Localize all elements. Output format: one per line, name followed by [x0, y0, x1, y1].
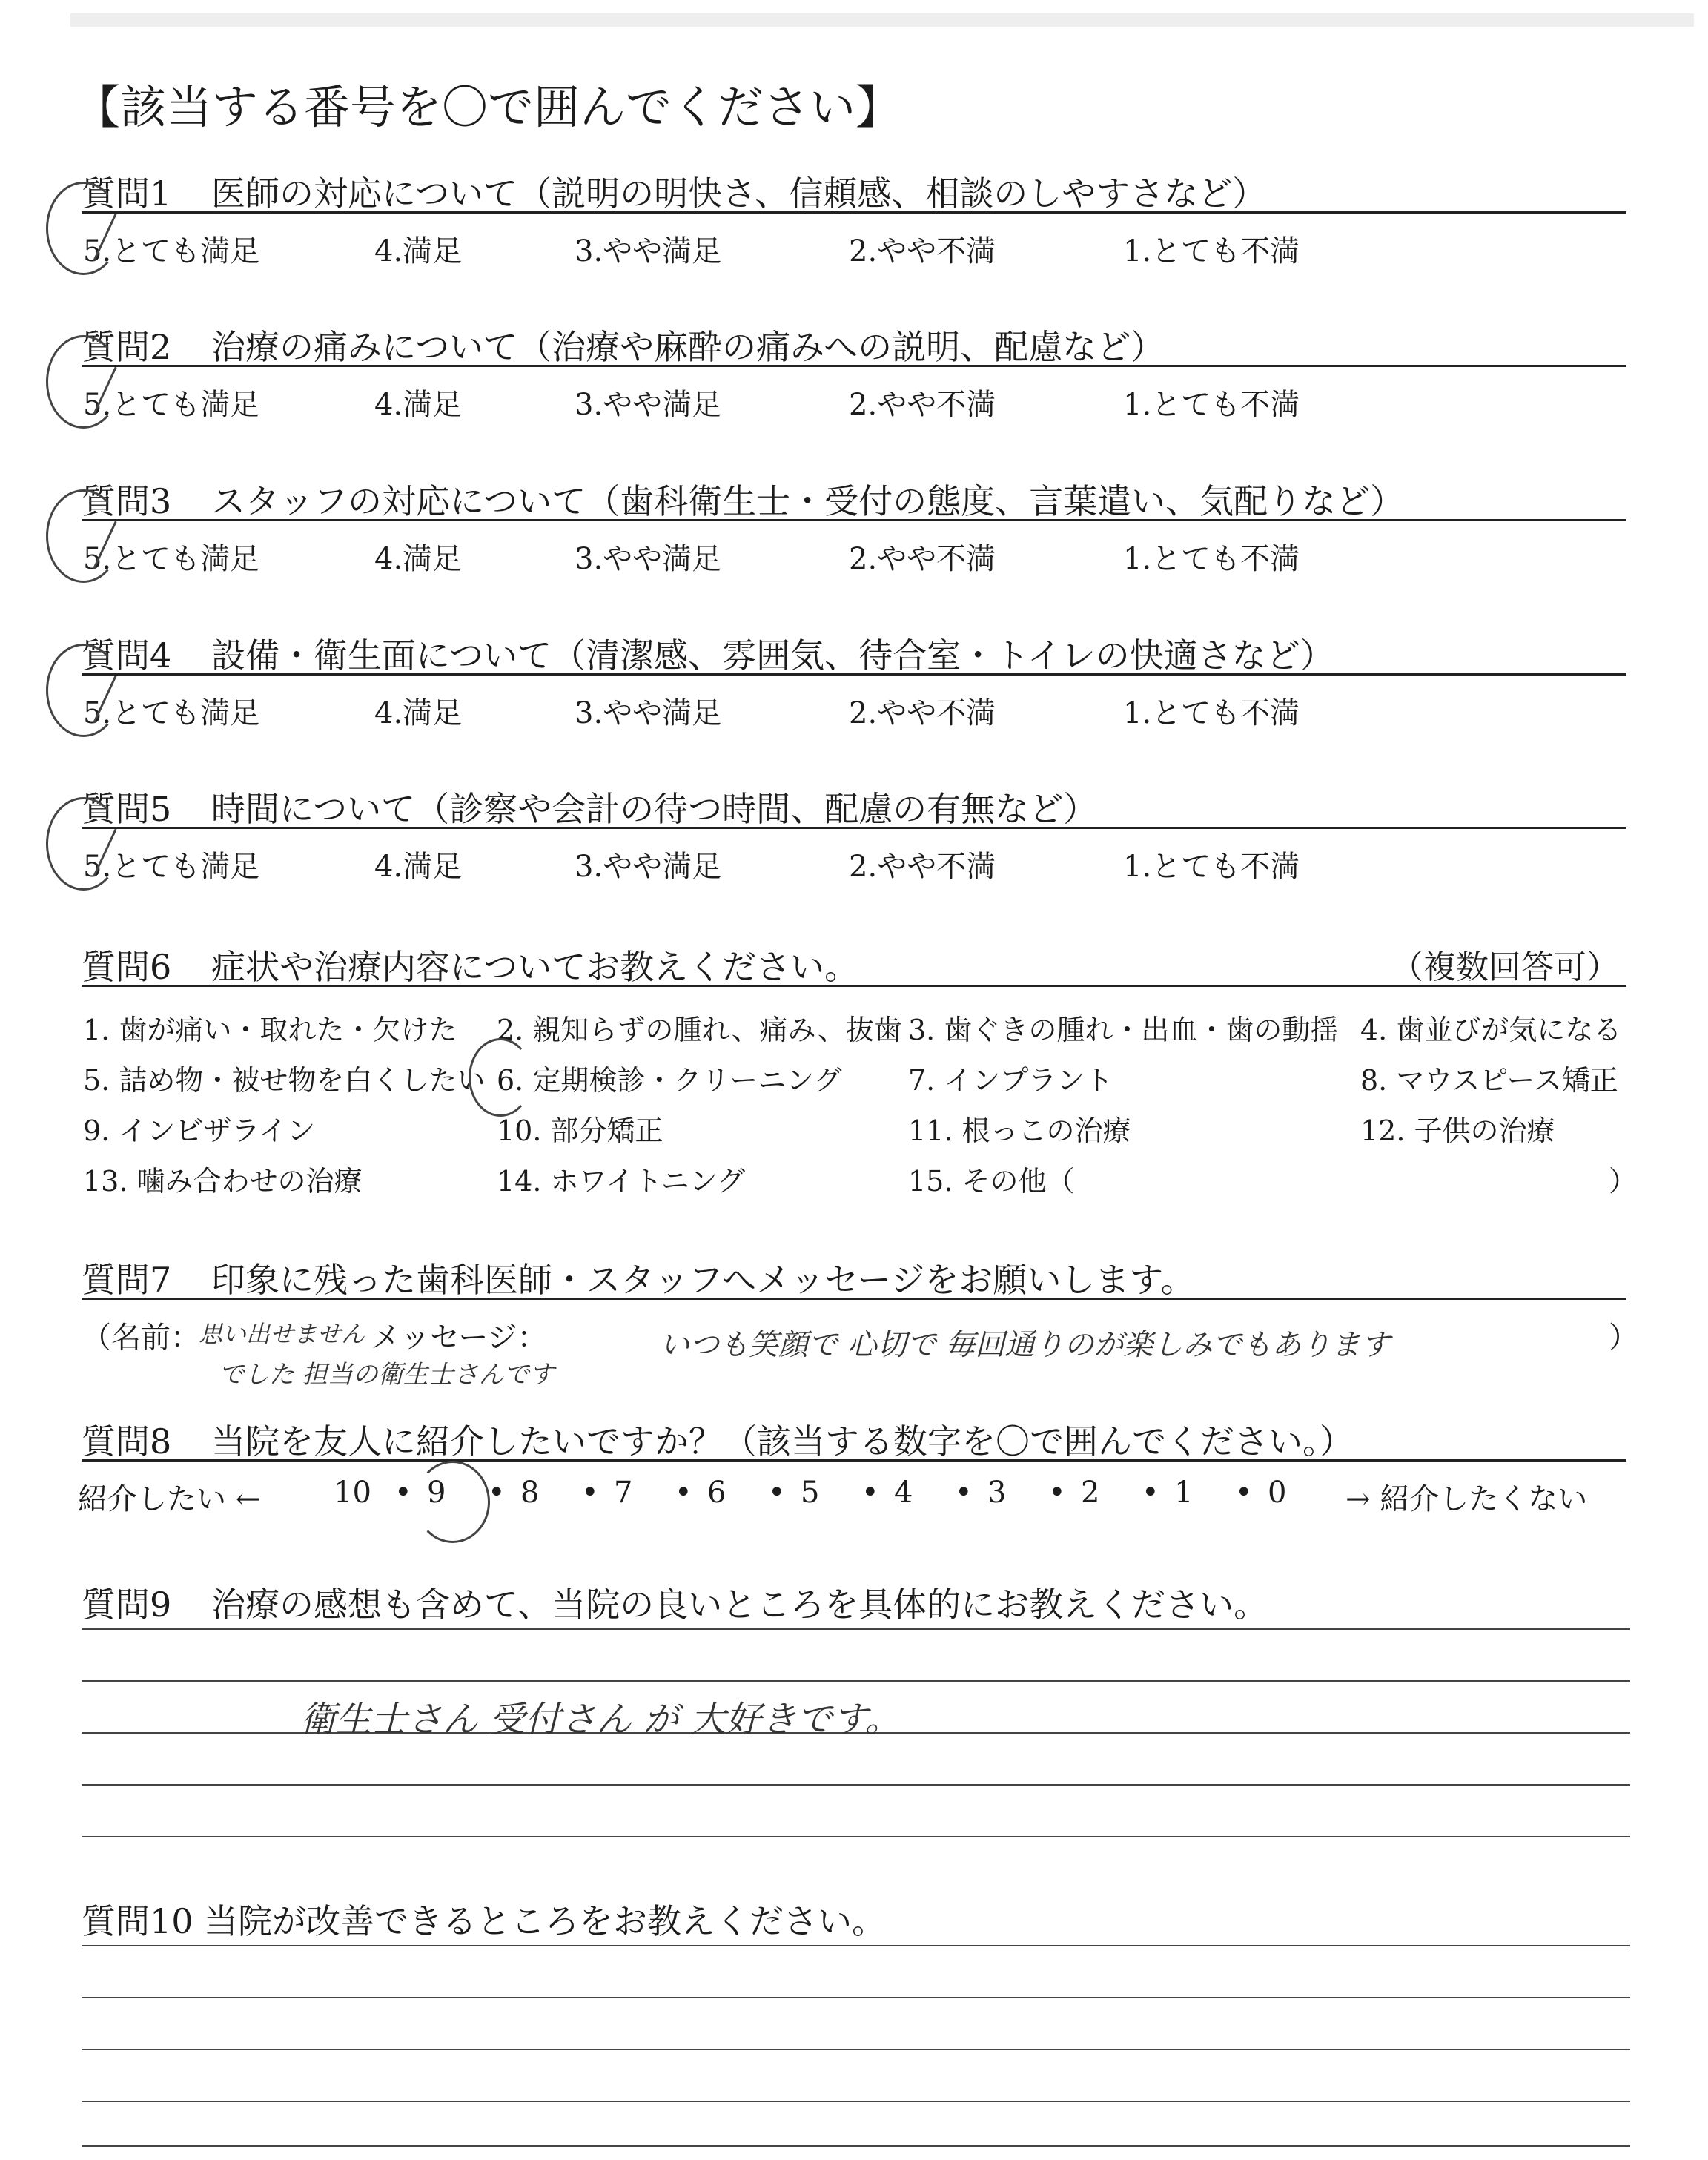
writing-line [82, 2049, 1630, 2050]
underline [82, 985, 1626, 987]
scale-value[interactable]: 0 [1268, 1476, 1287, 1510]
symptom-option[interactable]: 9. インビザライン [83, 1114, 316, 1147]
rating-option[interactable]: 4.満足 [374, 234, 463, 268]
question-number: 質問10 [82, 1901, 193, 1941]
question-text: 医師の対応について（説明の明快さ、信頼感、相談のしやすさなど） [211, 174, 1267, 214]
rating-option[interactable]: 1.とても不満 [1123, 850, 1300, 884]
scale-value[interactable]: 7 [614, 1476, 633, 1510]
question-4 [0, 629, 1708, 740]
symptom-option[interactable]: 6. 定期検診・クリーニング [497, 1064, 842, 1097]
symptom-option[interactable]: 15. その他（ [908, 1165, 1075, 1198]
rating-option[interactable]: 5.とても満足 [83, 850, 260, 884]
selection-circle-mark [415, 1461, 490, 1543]
rating-option[interactable]: 1.とても不満 [1123, 388, 1300, 422]
question-5 [0, 782, 1708, 894]
rating-option[interactable]: 4.満足 [374, 696, 463, 730]
scale-value[interactable]: 9 [427, 1476, 446, 1510]
scale-left-label: 紹介したい ← [78, 1482, 261, 1516]
underline [82, 1459, 1626, 1462]
writing-line [82, 1997, 1630, 1998]
scale-separator: • [955, 1476, 973, 1510]
scan-edge [70, 13, 1694, 27]
question-number: 質問2 [82, 327, 172, 367]
writing-line [82, 1784, 1630, 1786]
question-1 [0, 167, 1708, 278]
question-text: 治療の感想も含めて、当院の良いところを具体的にお教えください。 [211, 1585, 1268, 1625]
scale-separator: • [675, 1476, 692, 1510]
underline [82, 519, 1626, 521]
question-number: 質問3 [82, 481, 172, 521]
question-text: 症状や治療内容についてお教えください。 [211, 947, 859, 987]
selection-circle-mark [469, 1038, 532, 1117]
scale-separator: • [394, 1476, 412, 1510]
rating-option[interactable]: 3.やや満足 [575, 388, 722, 422]
symptom-option[interactable]: 10. 部分矯正 [497, 1114, 663, 1147]
question-number: 質問8 [82, 1421, 172, 1462]
symptom-option[interactable]: ） [1609, 1165, 1638, 1198]
underline [82, 211, 1626, 214]
scale-separator: • [1235, 1476, 1253, 1510]
rating-option[interactable]: 3.やや満足 [575, 234, 722, 268]
underline [82, 673, 1626, 676]
symptom-option[interactable]: 5. 詰め物・被せ物を白くしたい [83, 1064, 486, 1097]
scale-value[interactable]: 6 [707, 1476, 726, 1510]
underline [82, 365, 1626, 367]
rating-option[interactable]: 5.とても満足 [83, 542, 260, 576]
symptom-option[interactable]: 12. 子供の治療 [1360, 1114, 1555, 1147]
symptom-option[interactable]: 13. 噛み合わせの治療 [83, 1165, 363, 1198]
scale-right-label: → 紹介したくない [1345, 1482, 1588, 1516]
symptom-option[interactable]: 11. 根っこの治療 [908, 1114, 1131, 1147]
symptom-option[interactable]: 1. 歯が痛い・取れた・欠けた [83, 1014, 457, 1046]
question-text: 当院を友人に紹介したいですか？（該当する数字を〇で囲んでください。） [211, 1421, 1354, 1462]
page-title: 【該当する番号を〇で囲んでください】 [74, 80, 902, 134]
handwritten-answer: 衛生士さん 受付さん が 大好きです。 [300, 1699, 901, 1740]
question-3 [0, 475, 1708, 586]
scale-separator: • [768, 1476, 786, 1510]
question-6 [0, 940, 1708, 1222]
scale-value[interactable]: 4 [894, 1476, 913, 1510]
symptom-option[interactable]: 8. マウスピース矯正 [1360, 1064, 1618, 1097]
underline [82, 1298, 1626, 1300]
rating-option[interactable]: 1.とても不満 [1123, 542, 1300, 576]
symptom-option[interactable]: 4. 歯並びが気になる [1360, 1014, 1622, 1046]
rating-option[interactable]: 5.とても満足 [83, 388, 260, 422]
rating-option[interactable]: 1.とても不満 [1123, 234, 1300, 268]
handwritten-name-2: でした 担当の衛生士さんです [219, 1360, 555, 1390]
scale-separator: • [861, 1476, 879, 1510]
rating-option[interactable]: 2.やや不満 [849, 388, 996, 422]
scale-separator: • [488, 1476, 506, 1510]
scale-value[interactable]: 2 [1081, 1476, 1100, 1510]
question-8 [0, 1415, 1708, 1526]
question-text: 設備・衛生面について（清潔感、雰囲気、待合室・トイレの快適さなど） [211, 635, 1334, 676]
question-text: 当院が改善できるところをお教えください。 [204, 1901, 886, 1941]
close-paren: ） [1609, 1321, 1638, 1355]
question-number: 質問9 [82, 1585, 172, 1625]
symptom-option[interactable]: 3. 歯ぐきの腫れ・出血・歯の動揺 [908, 1014, 1339, 1046]
rating-option[interactable]: 4.満足 [374, 388, 463, 422]
question-text: 印象に残った歯科医師・スタッフへメッセージをお願いします。 [211, 1260, 1195, 1300]
rating-option[interactable]: 5.とても満足 [83, 696, 260, 730]
rating-option[interactable]: 3.やや満足 [575, 850, 722, 884]
writing-line [82, 1628, 1630, 1630]
question-10 [0, 1895, 1708, 2147]
question-number: 質問4 [82, 635, 172, 676]
question-text: 治療の痛みについて（治療や麻酔の痛みへの説明、配慮など） [211, 327, 1165, 367]
rating-option[interactable]: 3.やや満足 [575, 542, 722, 576]
scale-value[interactable]: 1 [1174, 1476, 1194, 1510]
question-2 [0, 320, 1708, 432]
question-number: 質問5 [82, 789, 172, 829]
question-9 [0, 1578, 1708, 1845]
writing-line [82, 1945, 1630, 1946]
rating-option[interactable]: 4.満足 [374, 542, 463, 576]
writing-line [82, 2101, 1630, 2102]
rating-option[interactable]: 2.やや不満 [849, 850, 996, 884]
scale-value[interactable]: 8 [520, 1476, 540, 1510]
question-number: 質問1 [82, 174, 172, 214]
underline [82, 827, 1626, 829]
rating-option[interactable]: 3.やや満足 [575, 696, 722, 730]
name-label: （名前： [82, 1321, 200, 1355]
scale-value[interactable]: 3 [987, 1476, 1007, 1510]
handwritten-name-1: 思い出せません [199, 1320, 365, 1348]
question-number: 質問6 [82, 947, 172, 987]
multiple-answer-note: （複数回答可） [1391, 948, 1619, 986]
rating-option[interactable]: 2.やや不満 [849, 542, 996, 576]
symptom-option[interactable]: 14. ホワイトニング [497, 1165, 746, 1198]
question-text: 時間について（診察や会計の待つ時間、配慮の有無など） [211, 789, 1098, 829]
symptom-option[interactable]: 7. インプラント [908, 1064, 1113, 1097]
writing-line [82, 2145, 1630, 2147]
rating-option[interactable]: 2.やや不満 [849, 234, 996, 268]
question-7 [0, 1253, 1708, 1394]
handwritten-message: いつも笑顔で 心切で 毎回通りのが楽しみでもあります [660, 1328, 1391, 1362]
scale-separator: • [1048, 1476, 1066, 1510]
writing-line [82, 1836, 1630, 1837]
question-number: 質問7 [82, 1260, 172, 1300]
question-text: スタッフの対応について（歯科衛生士・受付の態度、言葉遣い、気配りなど） [211, 481, 1405, 521]
rating-option[interactable]: 2.やや不満 [849, 696, 996, 730]
message-label: メッセージ： [371, 1321, 547, 1355]
scale-separator: • [1142, 1476, 1159, 1510]
rating-option[interactable]: 5.とても満足 [83, 234, 260, 268]
symptom-option[interactable]: 2. 親知らずの腫れ、痛み、抜歯 [497, 1014, 902, 1046]
scale-value[interactable]: 5 [801, 1476, 820, 1510]
scale-value[interactable]: 10 [334, 1476, 371, 1510]
rating-option[interactable]: 4.満足 [374, 850, 463, 884]
writing-line [82, 1680, 1630, 1682]
scale-separator: • [581, 1476, 599, 1510]
rating-option[interactable]: 1.とても不満 [1123, 696, 1300, 730]
